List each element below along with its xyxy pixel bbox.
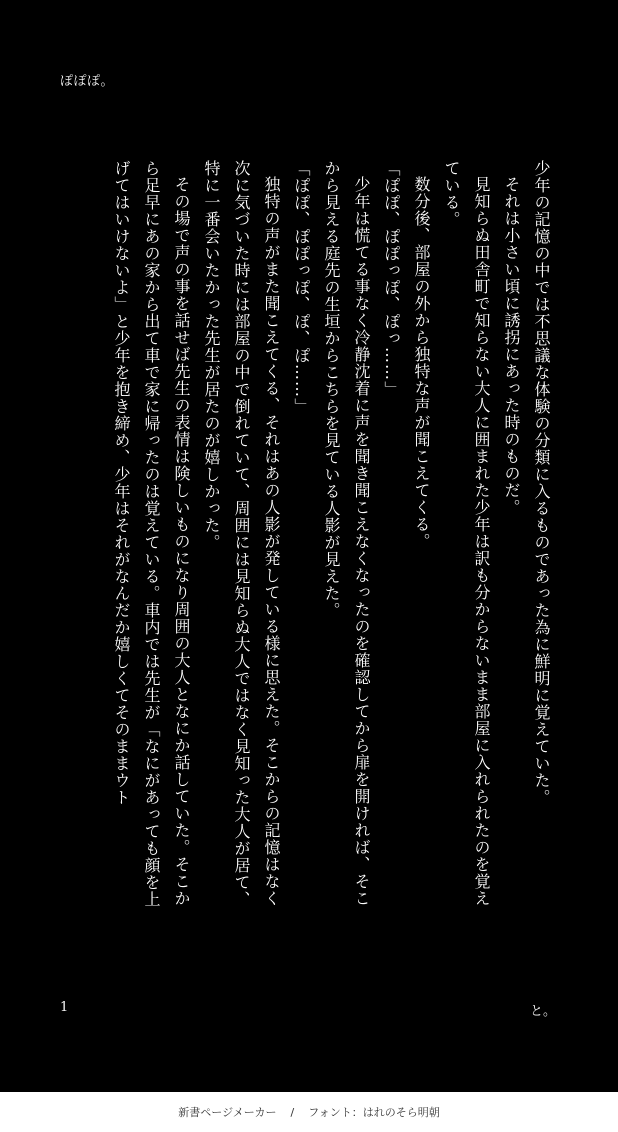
- dialogue-line: 「ぽぽ、ぽぽっぽ、ぽっ……」: [382, 160, 401, 398]
- footer-font-credit: フォント：はれのそら明朝: [308, 1106, 440, 1119]
- paragraph: 少年は慌てる事なく冷静沈着に声を聞き聞こえなくなったのを確認してから扉を開ければ、そこから見える庭先の生垣からこちらを見ている人影が見えた。: [322, 160, 371, 907]
- page-number: 1: [60, 1000, 69, 1015]
- paragraph: それは小さい頃に誘拐にあった時のものだ。: [502, 176, 521, 516]
- continuation-text: と。: [530, 1004, 557, 1019]
- dialogue-line: 「ぽぽ、ぽぽっぽ、ぽ、ぽ……」: [292, 160, 311, 415]
- paragraph: 独特の声がまた聞こえてくる、それはあの人影が発している様に思えた。そこからの記憶はなく次に気づいた時には部屋の中で倒れていて、周囲には見知らぬ大人ではなく見知った大人が居て、特に一番会いたかった先生が居たのが嬉しかった。: [202, 160, 281, 908]
- paragraph: 少年の記憶の中では不思議な体験の分類に入るものであった為に鮮明に覚えていた。: [532, 160, 551, 806]
- footer-separator: /: [290, 1105, 295, 1119]
- paragraph: 数分後、部屋の外から独特な声が聞こえてくる。: [412, 176, 431, 550]
- chapter-title: ぽぽぽ。: [60, 74, 115, 89]
- footer-credit: [0, 1092, 618, 1132]
- vertical-body-text: [66, 160, 556, 920]
- paragraph: 見知らぬ田舎町で知らない大人に囲まれた少年は訳も分からないまま部屋に入れられたのを覚えている。: [442, 160, 491, 907]
- footer-app-name: 新書ページメーカー: [178, 1106, 277, 1119]
- paragraph: その場で声の事を話せば先生の表情は険しいものになり周囲の大人となにか話していた。そこから足早にあの家から出て車で家に帰ったのは覚えている。車内では先生が「なにがあっても顔を上げてはいけないよ」と少年を抱き締め、少年はそれがなんだか嬉しくてそのままウト: [112, 160, 191, 908]
